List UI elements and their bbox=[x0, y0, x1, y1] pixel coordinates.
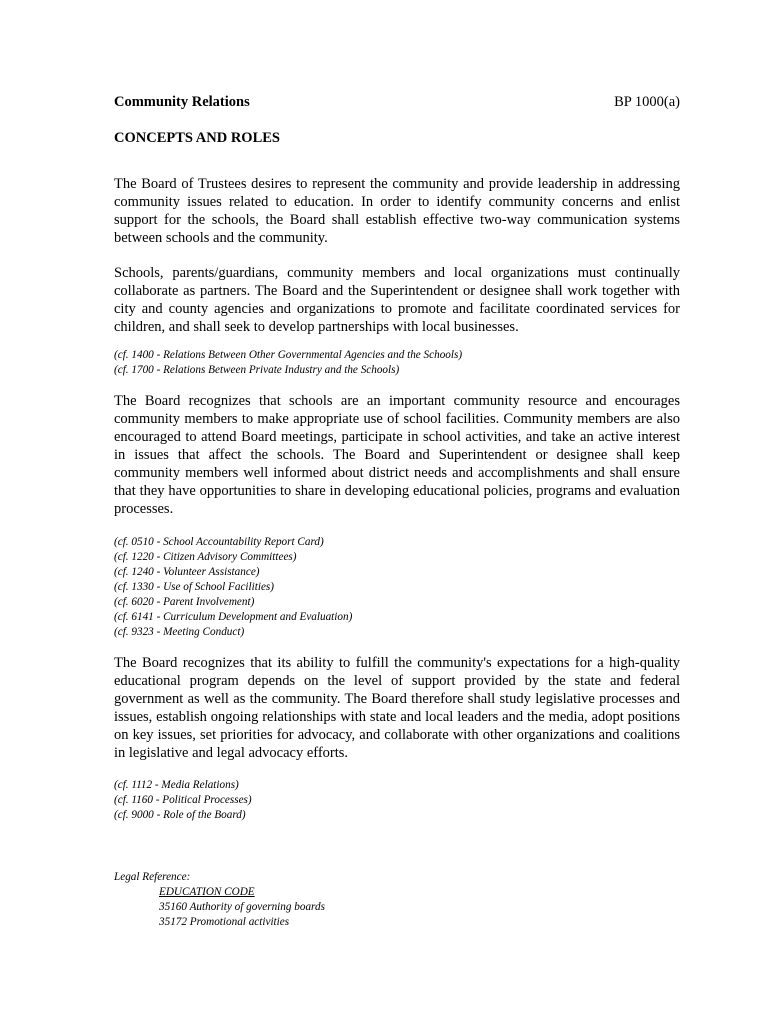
legal-reference-item: 35160 Authority of governing boards bbox=[159, 901, 325, 913]
policy-page bbox=[114, 93, 680, 930]
cross-reference: (cf. 1220 - Citizen Advisory Committees) bbox=[114, 551, 297, 563]
cross-reference: (cf. 1112 - Media Relations) bbox=[114, 779, 239, 791]
policy-category-title: Community Relations bbox=[114, 94, 250, 110]
cross-reference: (cf. 9000 - Role of the Board) bbox=[114, 809, 246, 821]
cross-reference: (cf. 1400 - Relations Between Other Governmental Agencies and the Schools) bbox=[114, 349, 463, 361]
cross-references-1 bbox=[114, 348, 680, 378]
legal-reference bbox=[114, 870, 680, 930]
cross-reference: (cf. 0510 - School Accountability Report Card) bbox=[114, 536, 324, 548]
cross-reference: (cf. 6141 - Curriculum Development and Evaluation) bbox=[114, 611, 353, 623]
cross-reference: (cf. 1160 - Political Processes) bbox=[114, 794, 252, 806]
cross-reference: (cf. 6020 - Parent Involvement) bbox=[114, 596, 255, 608]
page-header bbox=[114, 93, 680, 111]
cross-reference: (cf. 1240 - Volunteer Assistance) bbox=[114, 566, 260, 578]
section-title: CONCEPTS AND ROLES bbox=[114, 130, 280, 146]
paragraph-collaboration: Schools, parents/guardians, community members and local organizations must continually collaborate as partners. The Board and the Superintendent or designee shall work together with city and county agencies and organizations to promote and facilitate coordinated services for children, and shall seek to develop partnerships with local businesses. bbox=[114, 265, 680, 335]
cross-reference: (cf. 9323 - Meeting Conduct) bbox=[114, 626, 245, 638]
legal-reference-label: Legal Reference: bbox=[114, 871, 191, 883]
paragraph-legislative-advocacy: The Board recognizes that its ability to fulfill the community's expectations for a high-quality educational program depends on the level of support provided by the state and federal government as well as the community. The Board therefore shall study legislative processes and issues, establish ongoing relationships with state and local leaders and the media, adopt positions on key issues, set priorities for advocacy, and collaborate with other organizations and coalitions in legislative and legal advocacy efforts. bbox=[114, 655, 680, 761]
policy-code: BP 1000(a) bbox=[614, 94, 680, 110]
legal-reference-list bbox=[114, 885, 680, 930]
cross-references-3 bbox=[114, 778, 680, 823]
paragraph-board-leadership: The Board of Trustees desires to represent the community and provide leadership in addressing community issues related to education. In order to identify community concerns and enlist support for the schools, the Board shall establish effective two-way communication systems between schools and the community. bbox=[114, 176, 680, 246]
cross-references-2 bbox=[114, 535, 680, 640]
legal-reference-item: 35172 Promotional activities bbox=[159, 916, 290, 928]
cross-reference: (cf. 1330 - Use of School Facilities) bbox=[114, 581, 275, 593]
education-code-heading: EDUCATION CODE bbox=[159, 886, 255, 898]
paragraph-community-resource: The Board recognizes that schools are an important community resource and encourages community members to make appropriate use of school facilities. Community members are also encouraged to attend Board meetings, participate in school activities, and take an active interest in issues that affect the schools. The Board and Superintendent or designee shall keep community members well informed about district needs and accomplishments and shall ensure that they have opportunities to share in developing educational policies, programs and evaluation processes. bbox=[114, 393, 680, 517]
cross-reference: (cf. 1700 - Relations Between Private Industry and the Schools) bbox=[114, 364, 400, 376]
